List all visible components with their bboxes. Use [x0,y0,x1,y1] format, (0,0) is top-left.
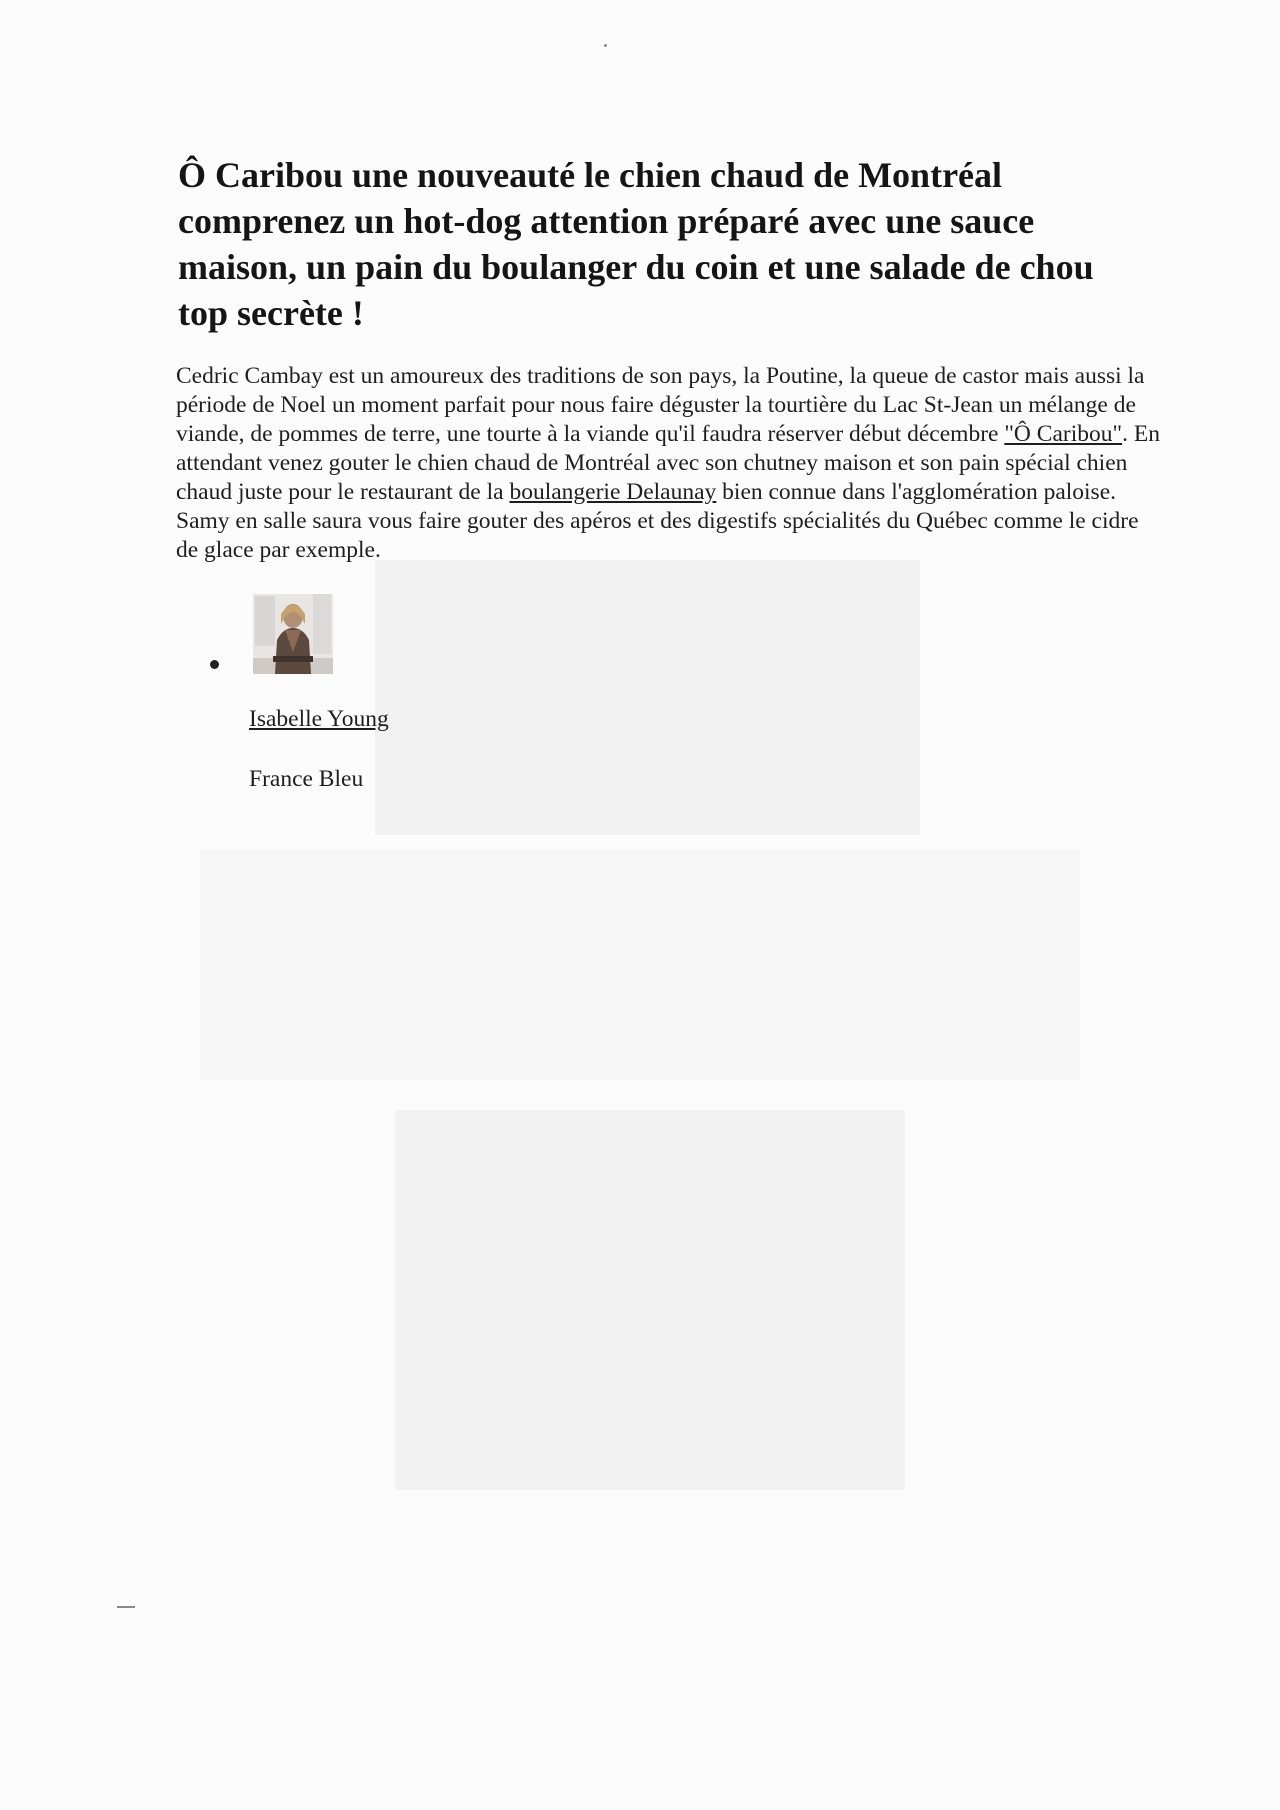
scan-speck [117,1606,135,1608]
list-bullet [210,660,219,669]
author-organization: France Bleu [249,766,364,792]
body-text-part: bien connue dans l'agglomération paloise. Samy en salle saura vous faire gouter des apéros et des digestifs spécialités du Québec comme le cidre de glace par exemple. [176,479,1139,563]
restaurant-link[interactable]: "Ô Caribou" [1004,421,1123,447]
scan-speck [604,44,607,47]
author-avatar [253,594,333,674]
show-through-text-shadow [200,850,1080,1080]
show-through-photo-shadow [375,560,920,835]
author-name-link[interactable]: Isabelle Young [249,706,389,732]
article-body [176,362,1166,565]
body-text-part: Cedric Cambay est un amoureux des traditions de son pays, la Poutine, la queue de castor mais aussi la période de Noel un moment parfait pour nous faire déguster la tourtière du Lac St-Jean un mélange de viande, de pommes de terre, une tourte à la viande qu'il faudra réserver début décembre [176,363,1145,447]
body-text-part: . En attendant venez gouter le chien chaud de Montréal avec son chutney maison et son pain spécial chien chaud juste pour le restaurant de la [176,421,1160,505]
show-through-photo-shadow [395,1110,905,1490]
article-title: Ô Caribou une nouveauté le chien chaud de Montréal comprenez un hot-dog attention préparé avec une sauce maison, un pain du boulanger du coin et une salade de chou top secrète ! [178,155,1094,333]
bakery-link[interactable]: boulangerie Delaunay [509,479,717,505]
author-photo-icon [253,594,333,674]
